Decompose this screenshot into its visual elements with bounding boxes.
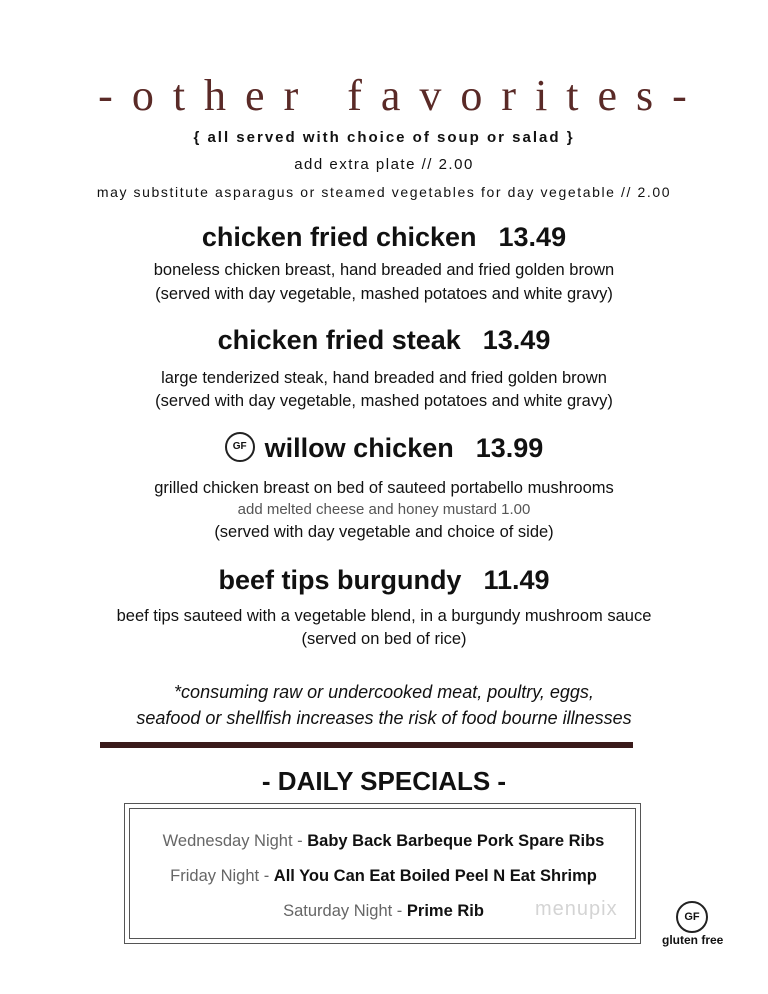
- gluten-free-legend-icon: GF: [676, 901, 708, 933]
- special-dish: Baby Back Barbeque Pork Spare Ribs: [307, 832, 605, 850]
- item-served: (served with day vegetable and choice of side): [214, 523, 554, 541]
- item-served: (served with day vegetable, mashed potatoes and white gravy): [155, 392, 613, 410]
- item-price: 13.49: [482, 325, 551, 355]
- warning-line-2: seafood or shellfish increases the risk of food bourne illnesses: [136, 708, 632, 728]
- special-row: [125, 832, 642, 851]
- warning-line-1: *consuming raw or undercooked meat, poultry, eggs,: [174, 682, 594, 702]
- food-safety-warning: [0, 679, 768, 731]
- divider-rule: [100, 742, 633, 748]
- item-description: grilled chicken breast on bed of sauteed portabello mushrooms: [154, 479, 614, 497]
- menu-item-title: [0, 325, 768, 356]
- menu-item-title: [0, 565, 768, 596]
- special-row: [125, 867, 642, 886]
- item-name: beef tips burgundy: [218, 565, 462, 595]
- special-dish: All You Can Eat Boiled Peel N Eat Shrimp: [273, 867, 597, 885]
- item-price: 13.49: [498, 222, 567, 252]
- item-served: (served on bed of rice): [301, 630, 467, 648]
- item-description: beef tips sauteed with a vegetable blend, in a burgundy mushroom sauce: [116, 607, 652, 625]
- item-name: chicken fried chicken: [201, 222, 477, 252]
- page-title: -other favorites-: [98, 71, 706, 120]
- specials-title: - DAILY SPECIALS -: [261, 766, 507, 796]
- item-description: large tenderized steak, hand breaded and fried golden brown: [161, 369, 607, 387]
- item-price: 13.99: [475, 433, 544, 463]
- gluten-free-legend-label: gluten free: [662, 933, 724, 947]
- gluten-free-icon: GF: [225, 432, 255, 462]
- choice-note: { all served with choice of soup or salad }: [193, 129, 575, 146]
- specials-box: [124, 803, 641, 944]
- substitute-note: may substitute asparagus or steamed vegetables for day vegetable // 2.00: [96, 184, 672, 200]
- item-served: (served with day vegetable, mashed potatoes and white gravy): [155, 285, 613, 303]
- special-night: Friday Night -: [170, 867, 274, 885]
- special-night: Wednesday Night -: [162, 832, 308, 850]
- item-addon: add melted cheese and honey mustard 1.00: [237, 501, 531, 518]
- menu-item-title: [0, 432, 768, 464]
- item-description: boneless chicken breast, hand breaded and fried golden brown: [153, 261, 615, 279]
- item-name: willow chicken: [264, 433, 454, 463]
- watermark: menupix: [535, 898, 618, 920]
- extra-plate-note: add extra plate // 2.00: [294, 156, 474, 173]
- special-night: Saturday Night -: [283, 902, 407, 920]
- item-price: 11.49: [483, 565, 550, 595]
- menu-item-title: [0, 222, 768, 253]
- item-name: chicken fried steak: [217, 325, 461, 355]
- special-dish: Prime Rib: [406, 902, 484, 920]
